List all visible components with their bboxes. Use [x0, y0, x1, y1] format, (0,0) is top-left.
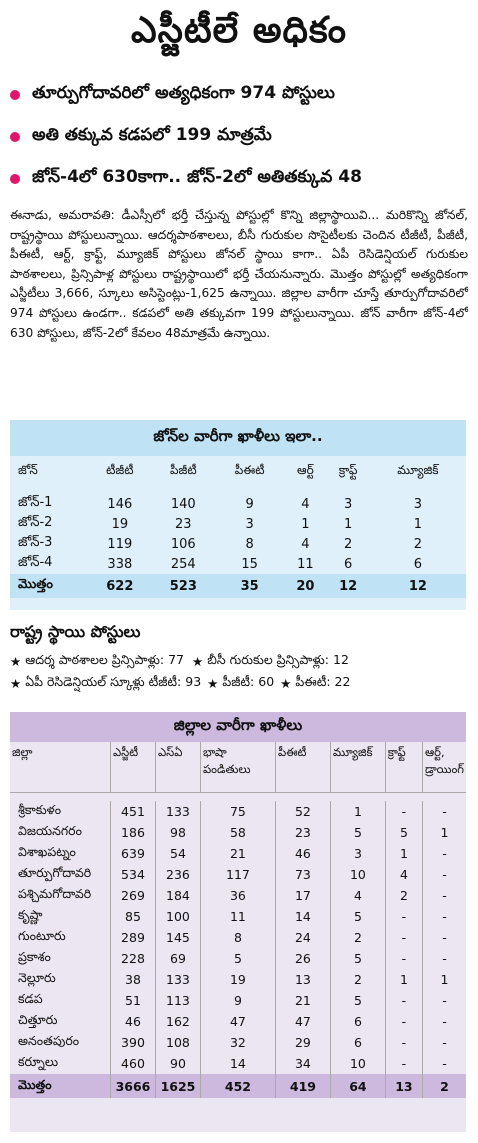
value-cell: 10 [330, 1053, 385, 1074]
zone-col-header: క్రాఫ్ట్‌ [338, 462, 358, 477]
district-col-header: ఎస్‌ఏ [155, 742, 200, 793]
row-label-cell: కర్నూలు [10, 1053, 110, 1074]
value-cell: - [442, 888, 447, 903]
value-cell: 5 [330, 822, 385, 843]
total-value-cell: 419 [275, 1074, 330, 1098]
value-cell: 338 [107, 556, 133, 572]
value-cell: 451 [110, 801, 155, 822]
district-row [10, 1032, 466, 1053]
headline: ఎస్జీటీలే అధికం [131, 10, 347, 51]
district-row [10, 990, 466, 1011]
district-row [10, 1011, 466, 1032]
value-cell: - [385, 990, 422, 1011]
bullet-item [0, 74, 478, 116]
row-label-cell: విజయనగరం [10, 822, 110, 843]
row-label-cell: నెల్లూరు [10, 969, 110, 990]
value-cell: 1 [385, 843, 422, 864]
row-label-cell: జోన్‌-2 [18, 515, 53, 530]
value-cell: 184 [155, 885, 200, 906]
value-cell: 58 [200, 822, 275, 843]
district-col-header: పీఈటీ [275, 742, 330, 793]
value-cell: - [385, 948, 422, 969]
value-cell: - [385, 927, 422, 948]
value-cell: 1 [440, 972, 449, 987]
value-cell: - [385, 1053, 422, 1074]
zone-col-header: జోన్‌ [18, 462, 38, 477]
zone-row [10, 554, 466, 574]
star-icon: ★ [280, 675, 292, 691]
bullet-list [0, 74, 478, 200]
value-cell: 119 [107, 536, 133, 552]
total-label-cell: మొత్తం [10, 1074, 110, 1098]
district-row [10, 969, 466, 990]
district-row [10, 948, 466, 969]
total-value-cell: 20 [284, 574, 326, 598]
total-value-cell: 12 [326, 574, 369, 598]
zone-col-header: పీఈటీ [234, 462, 265, 477]
zone-row [10, 534, 466, 554]
value-cell: 32 [200, 1032, 275, 1053]
total-value-cell: 12 [370, 574, 466, 598]
value-cell: 52 [275, 801, 330, 822]
state-post-item: ఆదర్శ పాఠశాలల ప్రిన్సిపాళ్లు: 77 [25, 651, 185, 667]
value-cell: 186 [110, 822, 155, 843]
district-col-header: జిల్లా [10, 742, 110, 793]
row-label-cell: చిత్తూరు [10, 1011, 110, 1032]
value-cell: 113 [155, 990, 200, 1011]
value-cell: - [385, 801, 422, 822]
total-row [10, 1074, 466, 1098]
value-cell: 6 [330, 1011, 385, 1032]
district-vacancies-table [10, 712, 466, 1132]
value-cell: 13 [275, 969, 330, 990]
zone-row [10, 514, 466, 534]
total-value-cell: 3666 [110, 1074, 155, 1098]
district-col-header: క్రాఫ్ట్‌ [385, 742, 422, 793]
value-cell: - [442, 1056, 447, 1071]
value-cell: - [442, 1014, 447, 1029]
value-cell: 5 [385, 822, 422, 843]
zone-col-header: టీజీటీ [106, 462, 134, 477]
total-value-cell: 64 [330, 1074, 385, 1098]
total-value-cell: 523 [152, 574, 215, 598]
value-cell: 108 [155, 1032, 200, 1053]
star-icon: ★ [192, 653, 204, 669]
state-post-item: ఏపీ రెసిడెన్షియల్‌ స్కూళ్లు టీజీటీ: 93 [25, 673, 202, 689]
zone-row [10, 494, 466, 514]
value-cell: 47 [275, 1011, 330, 1032]
value-cell: 47 [200, 1011, 275, 1032]
value-cell: 4 [301, 496, 310, 512]
value-cell: 6 [413, 556, 423, 572]
value-cell: 36 [200, 885, 275, 906]
value-cell: 254 [170, 556, 196, 572]
value-cell: 19 [200, 969, 275, 990]
value-cell: 17 [275, 885, 330, 906]
total-value-cell: 622 [88, 574, 152, 598]
district-table [10, 742, 466, 1098]
row-label-cell: కృష్ణా [10, 906, 110, 927]
article-body: ఈనాడు, అమరావతి: డీఎస్సీలో భర్తీ చేస్తున్న పోస్టుల్లో కొన్ని జిల్లాస్థాయివి... మరికొన్ని జోనల్‌, రాష్ట్రస్థాయి పోస్టులున్నాయి. ఆదర్శపాఠశాలలు, బీసీ గురుకుల సొసైటీలకు చెందిన టీజీటీ, పీజీటీ, పీఈటీ, ఆర్ట్‌, క్రాఫ్ట్‌, మ్యూజిక్‌ పోస్టులు జోనల్‌ స్థాయి కాగా.. ఏపీ రెసిడెన్షియల్‌ గురుకుల పాఠశాలలు, ప్రిన్సిపాళ్ల పోస్టులు రాష్ట్రస్థాయిలో భర్తీ చేయనున్నారు. మొత్తం పోస్టుల్లో అత్యధికంగా ఎస్జీటీలు 3,666, స్కూలు అసిస్టెంట్లు-1,625 ఉన్నాయి. జిల్లాల వారీగా చూస్తే తూర్పుగోదావరిలో 974 పోస్టులు ఉండగా.. కడపలో అతి తక్కువగా 199 పోస్టులున్నాయి. జోన్‌ వారీగా జోన్‌-4లో 630 పోస్టులు, జోన్‌-2లో కేవలం 48మాత్రమే ఉన్నాయి. [10, 208, 468, 340]
district-row [10, 822, 466, 843]
value-cell: 117 [200, 864, 275, 885]
district-col-header: ఆర్ట్‌, డ్రాయింగ్‌ [422, 742, 466, 793]
value-cell: 11 [200, 906, 275, 927]
value-cell: 85 [110, 906, 155, 927]
row-label-cell: జోన్‌-1 [18, 495, 53, 510]
value-cell: - [385, 1011, 422, 1032]
row-label-cell: ప్రకాశం [10, 948, 110, 969]
star-icon: ★ [207, 675, 219, 691]
value-cell: 460 [110, 1053, 155, 1074]
value-cell: 46 [275, 843, 330, 864]
district-row [10, 1053, 466, 1074]
value-cell: 21 [200, 843, 275, 864]
value-cell: 54 [155, 843, 200, 864]
value-cell: 133 [155, 801, 200, 822]
value-cell: 146 [107, 496, 133, 512]
value-cell: 73 [275, 864, 330, 885]
value-cell: 21 [275, 990, 330, 1011]
value-cell: 51 [110, 990, 155, 1011]
value-cell: 34 [275, 1053, 330, 1074]
value-cell: 106 [170, 536, 196, 552]
row-label-cell: జోన్‌-3 [18, 535, 53, 550]
state-posts-line [10, 672, 470, 694]
value-cell: - [442, 804, 447, 819]
state-posts-title: రాష్ట్ర స్థాయి పోస్టులు [10, 622, 141, 641]
row-label-cell: జోన్‌-4 [18, 555, 53, 570]
value-cell: 5 [330, 948, 385, 969]
value-cell: 26 [275, 948, 330, 969]
state-posts-line [10, 650, 470, 672]
bullet-text: జోన్‌-4లో 630కాగా.. జోన్‌-2లో అతితక్కువ 48 [32, 167, 362, 187]
star-icon: ★ [10, 675, 22, 691]
zone-col-header: ఆర్ట్‌ [297, 462, 314, 477]
total-row [10, 574, 466, 598]
value-cell: 2 [330, 927, 385, 948]
value-cell: 15 [241, 556, 258, 572]
value-cell: - [442, 951, 447, 966]
total-value-cell: 2 [422, 1074, 466, 1098]
value-cell: 5 [200, 948, 275, 969]
value-cell: 6 [343, 556, 353, 572]
value-cell: 2 [343, 536, 353, 552]
value-cell: 3 [343, 496, 353, 512]
zone-table-title: జోన్‌ల వారీగా ఖాళీలు ఇలా.. [10, 420, 466, 456]
value-cell: 1 [330, 801, 385, 822]
state-post-item: బీసీ గురుకుల ప్రిన్సిపాళ్లు: 12 [207, 651, 349, 667]
value-cell: 23 [275, 822, 330, 843]
bullet-dot-icon [10, 132, 20, 142]
value-cell: 1 [440, 825, 449, 840]
total-value-cell: 13 [385, 1074, 422, 1098]
value-cell: 639 [110, 843, 155, 864]
value-cell: 228 [110, 948, 155, 969]
total-label-cell: మొత్తం [10, 574, 88, 598]
value-cell: 10 [330, 864, 385, 885]
value-cell: 6 [330, 1032, 385, 1053]
district-row [10, 843, 466, 864]
value-cell: 24 [275, 927, 330, 948]
state-post-item: పీఈటీ: 22 [295, 673, 351, 689]
total-value-cell: 35 [215, 574, 284, 598]
row-label-cell: గుంటూరు [10, 927, 110, 948]
value-cell: 3 [413, 496, 423, 512]
value-cell: 4 [301, 536, 310, 552]
row-label-cell: తూర్పుగోదావరి [10, 864, 110, 885]
value-cell: 534 [110, 864, 155, 885]
district-col-header: భాషా పండితులు [200, 742, 275, 793]
value-cell: 1 [385, 969, 422, 990]
value-cell: 9 [245, 496, 254, 512]
value-cell: 269 [110, 885, 155, 906]
district-col-header: మ్యూజిక్‌ [330, 742, 385, 793]
value-cell: 14 [200, 1053, 275, 1074]
state-post-item: పీజీటీ: 60 [222, 673, 275, 689]
value-cell: 133 [155, 969, 200, 990]
total-value-cell: 1625 [155, 1074, 200, 1098]
row-label-cell: విశాఖపట్నం [10, 843, 110, 864]
value-cell: 98 [155, 822, 200, 843]
value-cell: 390 [110, 1032, 155, 1053]
value-cell: 46 [110, 1011, 155, 1032]
value-cell: 9 [200, 990, 275, 1011]
value-cell: - [442, 993, 447, 1008]
value-cell: - [442, 909, 447, 924]
value-cell: - [442, 930, 447, 945]
value-cell: 5 [330, 990, 385, 1011]
value-cell: 2 [385, 885, 422, 906]
value-cell: 8 [200, 927, 275, 948]
value-cell: 11 [297, 556, 314, 572]
value-cell: 5 [330, 906, 385, 927]
zone-col-header: మ్యూజిక్‌ [397, 462, 439, 477]
value-cell: 145 [155, 927, 200, 948]
bullet-text: తూర్పుగోదావరిలో అత్యధికంగా 974 పోస్టులు [32, 83, 335, 103]
value-cell: - [442, 846, 447, 861]
bullet-dot-icon [10, 90, 20, 100]
value-cell: 23 [175, 516, 192, 532]
bullet-item [0, 158, 478, 200]
value-cell: 100 [155, 906, 200, 927]
row-label-cell: అనంతపురం [10, 1032, 110, 1053]
value-cell: - [385, 906, 422, 927]
value-cell: 3 [330, 843, 385, 864]
district-col-header: ఎస్జీటీ [110, 742, 155, 793]
value-cell: 19 [111, 516, 129, 532]
value-cell: 140 [170, 496, 196, 512]
value-cell: 14 [275, 906, 330, 927]
row-label-cell: పశ్చిమగోదావరి [10, 885, 110, 906]
value-cell: - [385, 1032, 422, 1053]
zone-col-header: పీజీటీ [170, 462, 197, 477]
value-cell: 162 [155, 1011, 200, 1032]
value-cell: 2 [330, 969, 385, 990]
district-table-title: జిల్లాల వారీగా ఖాళీలు [10, 712, 466, 742]
value-cell: 3 [245, 516, 254, 532]
zone-table [10, 456, 466, 598]
value-cell: 1 [343, 516, 353, 532]
value-cell: 289 [110, 927, 155, 948]
value-cell: 75 [200, 801, 275, 822]
star-icon: ★ [10, 653, 22, 669]
value-cell: 90 [155, 1053, 200, 1074]
zone-vacancies-table [10, 420, 466, 610]
district-row [10, 927, 466, 948]
value-cell: 4 [330, 885, 385, 906]
total-value-cell: 452 [200, 1074, 275, 1098]
value-cell: 236 [155, 864, 200, 885]
value-cell: 29 [275, 1032, 330, 1053]
district-row [10, 864, 466, 885]
value-cell: 69 [155, 948, 200, 969]
bullet-dot-icon [10, 174, 20, 184]
value-cell: 8 [245, 536, 254, 552]
district-row [10, 801, 466, 822]
value-cell: - [442, 867, 447, 882]
row-label-cell: కడప [10, 990, 110, 1011]
value-cell: 2 [413, 536, 423, 552]
value-cell: 1 [301, 516, 310, 532]
value-cell: 38 [110, 969, 155, 990]
value-cell: 4 [385, 864, 422, 885]
value-cell: - [442, 1035, 447, 1050]
district-row [10, 885, 466, 906]
row-label-cell: శ్రీకాకుళం [10, 801, 110, 822]
district-row [10, 906, 466, 927]
bullet-item [0, 116, 478, 158]
value-cell: 1 [413, 516, 423, 532]
bullet-text: అతి తక్కువ కడపలో 199 మాత్రమే [32, 125, 272, 145]
state-level-posts [10, 622, 470, 694]
